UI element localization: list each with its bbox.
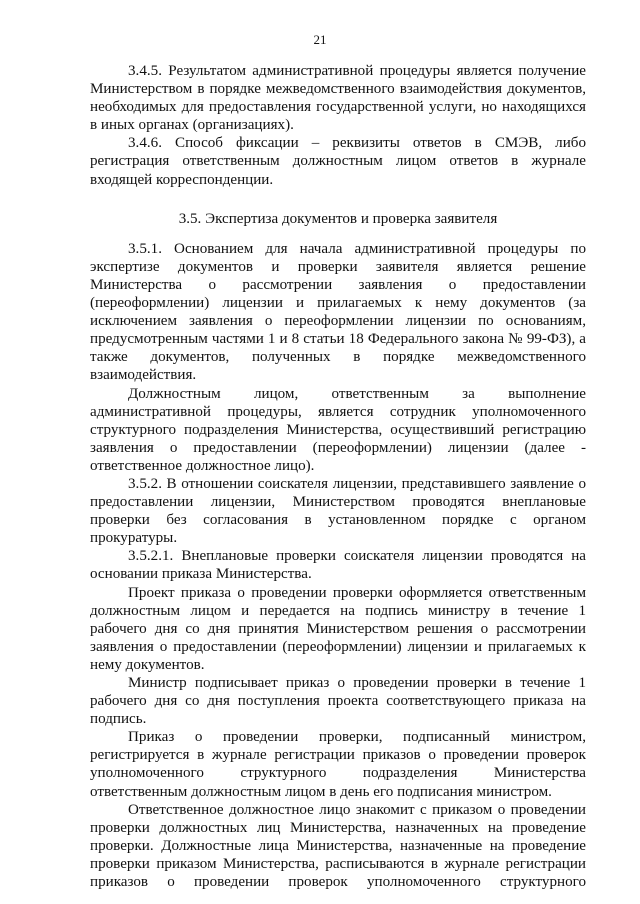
paragraph-draft-order: Проект приказа о проведении проверки оформляется ответственным должностным лицом и передается на подпись министру в течение 1 рабочего дня со дня принятия Министерством решения о рассмотрении заявления о предоставлении (переоформлении) лицензии и прилагаемых к нему документов.: [90, 584, 586, 673]
paragraph-3-4-6: 3.4.6. Способ фиксации – реквизиты ответов в СМЭВ, либо регистрация ответственным должностным лицом ответов в журнале входящей корреспонденции.: [90, 135, 586, 188]
paragraph-3-5-1: 3.5.1. Основанием для начала административной процедуры по экспертизе документов и проверки заявителя является решение Министерства о рассмотрении заявления о предоставлении (переоформлении) лицензии и прилагаемых к нему документов (за исключением заявления о переоформлении лицензии по основаниям, предусмотренным частями 1 и 8 статьи 18 Федерального закона № 99-ФЗ), а также документов, полученных в порядке межведомственного взаимодействия.: [90, 240, 586, 384]
paragraph-order-registration: Приказ о проведении проверки, подписанный министром, регистрируется в журнале регистрации приказов о проведении проверок уполномоченного структурного подразделения Министерства ответственным должностным лицом в день его подписания министром.: [90, 729, 586, 800]
section-heading-3-5: 3.5. Экспертиза документов и проверка заявителя: [178, 210, 498, 227]
paragraph-minister-signs: Министр подписывает приказ о проведении проверки в течение 1 рабочего дня со дня поступления проекта соответствующего приказа на подпись.: [90, 675, 586, 728]
paragraph-responsible-official: Должностным лицом, ответственным за выполнение административной процедуры, является сотрудник уполномоченного структурного подразделения Министерства, осуществивший регистрацию заявления о предоставлении (переоформлении) лицензии (далее - ответственное должностное лицо).: [90, 385, 586, 474]
document-body: [90, 62, 586, 891]
paragraph-3-5-2: 3.5.2. В отношении соискателя лицензии, представившего заявление о предоставлении лицензии, Министерством проводятся внеплановые проверки без согласования в установленном порядке с органом прокуратуры.: [90, 475, 586, 547]
page-number: 21: [313, 32, 327, 47]
paragraph-3-5-2-1: 3.5.2.1. Внеплановые проверки соискателя лицензии проводятся на основании приказа Министерства.: [90, 548, 586, 583]
paragraph-acquaint-officials: Ответственное должностное лицо знакомит с приказом о проведении проверки должностных лиц Министерства, назначенных на проведение проверки. Должностные лица Министерства, назначенные на проведение проверки приказом Министерства, расписываются в журнале регистрации приказов о проведении проверок уполномоченного структурного: [90, 801, 586, 891]
paragraph-3-4-5: 3.4.5. Результатом административной процедуры является получение Министерством в порядке межведомственного взаимодействия документов, необходимых для предоставления государственной услуги, но находящихся в иных органах (организациях).: [90, 63, 586, 134]
